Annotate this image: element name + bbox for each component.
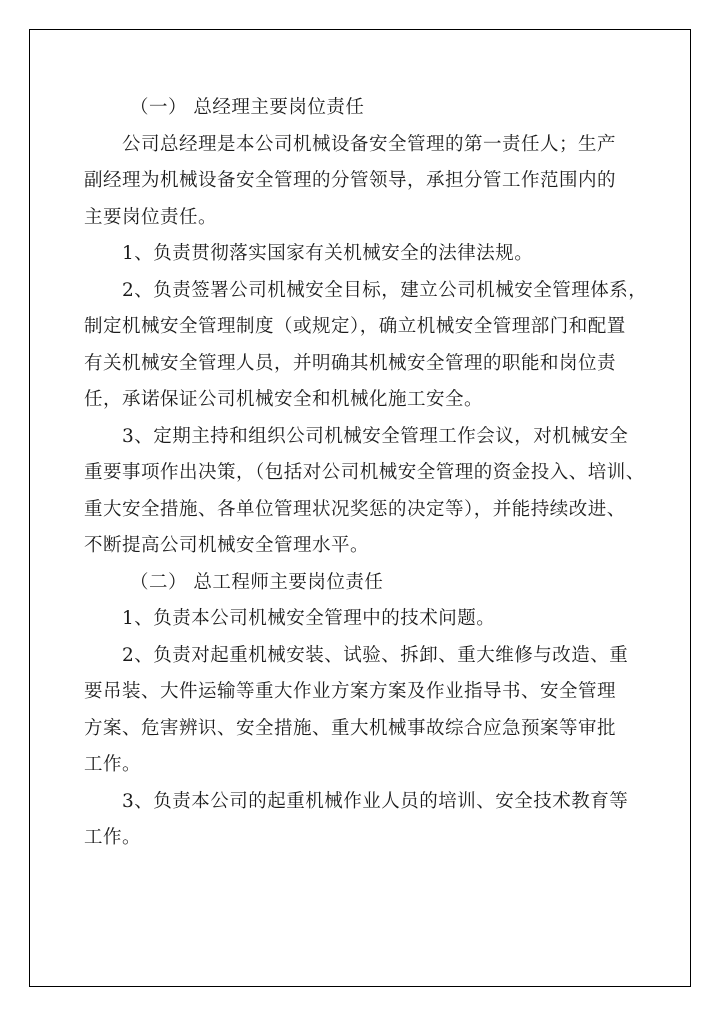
- paragraph-line: 要吊装、大件运输等重大作业方案方案及作业指导书、安全管理: [84, 681, 617, 702]
- list-item-2: 2、负责对起重机械安装、试验、拆卸、重大维修与改造、重: [122, 644, 629, 666]
- paragraph-line: 公司总经理是本公司机械设备安全管理的第一责任人；生产: [122, 133, 617, 155]
- paragraph-line: 工作。: [84, 754, 142, 775]
- section-heading-1: （一） 总经理主要岗位责任: [130, 97, 365, 118]
- paragraph-line: 工作。: [84, 827, 142, 848]
- paragraph-line: 主要岗位责任。: [84, 206, 218, 228]
- section-heading-2: （二） 总工程师主要岗位责任: [130, 571, 384, 593]
- list-item-3: 3、定期主持和组织公司机械安全管理工作会议，对机械安全: [122, 425, 629, 447]
- paragraph-line: 有关机械安全管理人员，并明确其机械安全管理的职能和岗位责: [84, 352, 617, 374]
- list-item-1: 1、负责本公司机械安全管理中的技术问题。: [122, 608, 496, 629]
- paragraph-line: 重要事项作出决策，（包括对公司机械安全管理的资金投入、培训、: [84, 462, 645, 483]
- paragraph-line: 副经理为机械设备安全管理的分管领导，承担分管工作范围内的: [84, 170, 617, 191]
- paragraph-line: 制定机械安全管理制度（或规定），确立机械安全管理部门和配置: [84, 316, 626, 337]
- list-item-3: 3、负责本公司的起重机械作业人员的培训、安全技术教育等: [122, 790, 629, 812]
- paragraph-line: 不断提高公司机械安全管理水平。: [84, 535, 370, 556]
- paragraph-line: 方案、危害辨识、安全措施、重大机械事故综合应急预案等审批: [84, 717, 617, 739]
- list-item-2: 2、负责签署公司机械安全目标，建立公司机械安全管理体系，: [122, 279, 648, 301]
- document-body: [84, 90, 648, 857]
- paragraph-line: 任，承诺保证公司机械安全和机械化施工安全。: [84, 389, 484, 410]
- list-item-1: 1、负责贯彻落实国家有关机械安全的法律法规。: [122, 243, 534, 264]
- paragraph-line: 重大安全措施、各单位管理状况奖惩的决定等），并能持续改进、: [84, 498, 626, 520]
